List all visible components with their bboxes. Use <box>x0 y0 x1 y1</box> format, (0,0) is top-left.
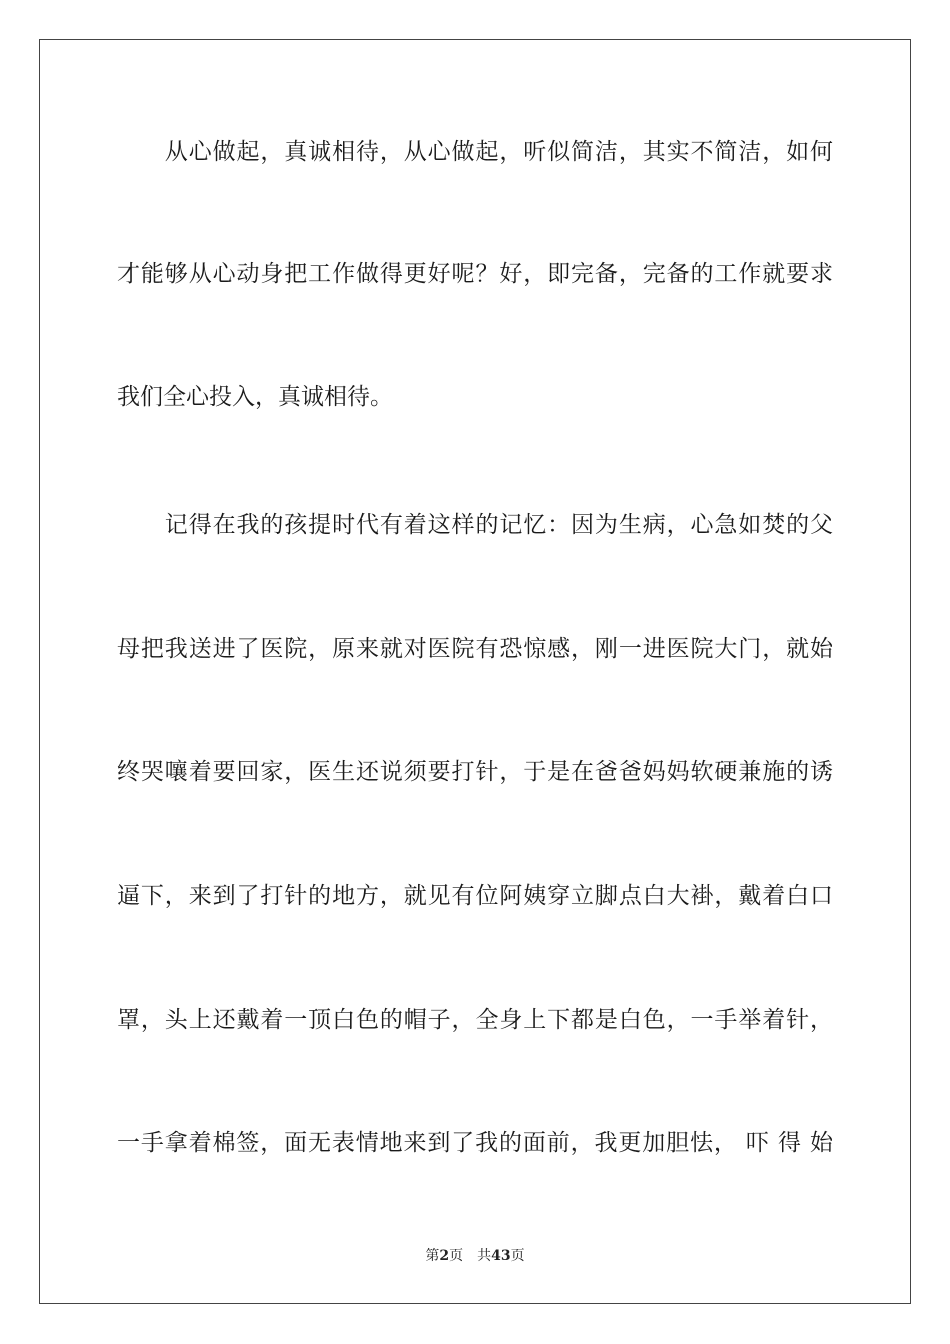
page-border <box>39 39 911 1304</box>
page-number: 2 <box>439 1248 450 1264</box>
text-line: 从心做起，真诚相待，从心做起，听似简洁，其实不简洁，如何 <box>117 139 833 165</box>
total-prefix: 共 <box>477 1248 492 1264</box>
text-line: 才能够从心动身把工作做得更好呢？好，即完备，完备的工作就要求 <box>117 261 833 287</box>
page-prefix: 第 <box>425 1248 440 1264</box>
total-pages: 43 <box>491 1248 511 1264</box>
total-suffix: 页 <box>510 1248 525 1264</box>
page-suffix: 页 <box>449 1248 464 1264</box>
text-line: 逼下，来到了打针的地方，就见有位阿姨穿立脚点白大褂，戴着白口 <box>117 883 833 909</box>
text-line: 一手拿着棉签，面无表情地来到了我的面前，我更加胆怯， 吓 得 始 <box>117 1130 833 1156</box>
text-line: 罩，头上还戴着一顶白色的帽子，全身上下都是白色，一手举着针， <box>117 1007 833 1033</box>
text-line: 终哭嚷着要回家，医生还说须要打针，于是在爸爸妈妈软硬兼施的诱 <box>117 759 833 785</box>
text-line: 母把我送进了医院，原来就对医院有恐惊感，刚一进医院大门，就始 <box>117 636 833 662</box>
text-line: 记得在我的孩提时代有着这样的记忆：因为生病，心急如焚的父 <box>117 512 833 538</box>
text-line: 我们全心投入，真诚相待。 <box>117 384 393 410</box>
page-footer <box>0 1247 950 1265</box>
